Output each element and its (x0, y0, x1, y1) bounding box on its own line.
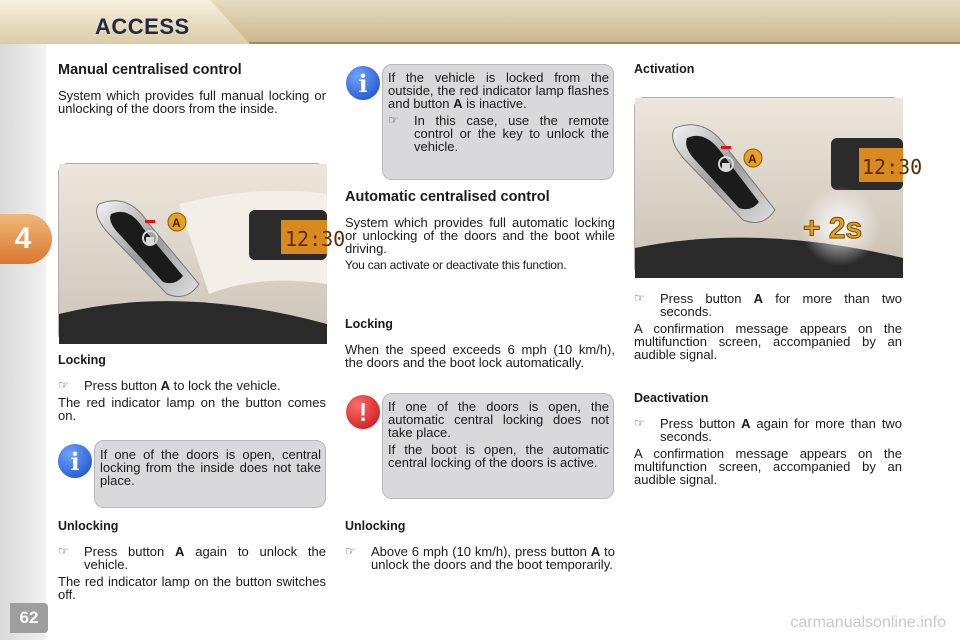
svg-text:A: A (172, 216, 181, 230)
manual-intro: System which provides full manual locking or unlocking of the doors from the inside. (58, 88, 326, 116)
hand-pointer-icon: ☞ (58, 378, 69, 392)
manual-locking-bullet: ☞ Press button A to lock the vehicle. (58, 378, 281, 393)
automatic-warning-text: If one of the doors is open, the automatic central locking does not take place. If the boot is open, the automatic central locking of the doors is active. (388, 399, 609, 470)
display-time: 12:30 (285, 227, 346, 251)
manual-unlocking-heading: Unlocking (58, 519, 119, 533)
automatic-intro: System which provides full automatic locking or unlocking of the doors and the boot while driving. (345, 215, 615, 256)
manual-unlocking (58, 520, 326, 601)
manual-unlocking-note: The red indicator lamp on the button switches off. (58, 574, 326, 602)
info-icon: i (58, 444, 92, 478)
watermark: carmanualsonline.info (790, 614, 946, 631)
hand-pointer-icon: ☞ (634, 291, 645, 305)
deactivation-note: A confirmation message appears on the multifunction screen, accompanied by an audible signal. (634, 446, 902, 487)
activation-section (634, 292, 902, 361)
activation-illustration (635, 98, 923, 278)
manual-locking-heading: Locking (58, 353, 106, 367)
display-time: 12:30 (862, 155, 923, 179)
hand-pointer-icon: ☞ (388, 113, 399, 127)
chapter-tab[interactable] (0, 214, 52, 264)
red-indicator-lamp (721, 146, 731, 149)
section-title: ACCESS (95, 14, 190, 39)
automatic-locking-heading: Locking (345, 317, 393, 331)
deactivation-bullet: ☞ Press button A again for more than two seconds. (634, 416, 902, 444)
manual-unlocking-bullet: ☞ Press button A again to unlock the vehicle. (58, 544, 326, 572)
two-seconds-badge: + 2s (803, 212, 863, 245)
door-button-photo (58, 163, 346, 343)
page-number: 62 (10, 603, 48, 633)
warning-icon: ! (346, 395, 380, 429)
manual-section (58, 64, 326, 115)
red-indicator-lamp (145, 220, 155, 223)
locked-outside-info-text: If the vehicle is locked from the outside, the red indicator lamp flashes and button A is inactive. ☞ In this case, use the remote control or the key to unlock the vehicle. (388, 70, 609, 154)
automatic-title: Automatic centralised control (345, 189, 550, 205)
hand-pointer-icon: ☞ (58, 544, 69, 558)
activation-heading-wrap (634, 63, 902, 76)
activation-note: A confirmation message appears on the multifunction screen, accompanied by an audible signal. (634, 321, 902, 362)
automatic-locking (345, 318, 615, 369)
chapter-number: 4 (14, 222, 32, 255)
manual-locking (58, 354, 326, 422)
automatic-locking-text: When the speed exceeds 6 mph (10 km/h), the doors and the boot lock automatically. (345, 342, 615, 370)
activation-bullet: ☞ Press button A for more than two seconds. (634, 291, 902, 319)
hand-pointer-icon: ☞ (634, 416, 645, 430)
svg-text:A: A (748, 152, 757, 166)
activation-photo (634, 97, 923, 277)
info-icon: i (346, 66, 380, 100)
hand-pointer-icon: ☞ (345, 544, 356, 558)
left-margin-strip (0, 44, 46, 640)
activation-heading: Activation (634, 62, 695, 76)
manual-locking-note: The red indicator lamp on the button comes on. (58, 395, 326, 423)
automatic-unlocking-bullet: ☞ Above 6 mph (10 km/h), press button A to unlock the doors and the boot temporarily. (345, 544, 615, 572)
deactivation-section (634, 392, 902, 486)
manual-info-text: If one of the doors is open, central locking from the inside does not take place. (100, 447, 321, 488)
automatic-intro-small: You can activate or deactivate this function. (345, 258, 567, 272)
deactivation-heading: Deactivation (634, 391, 709, 405)
door-button-illustration (59, 164, 346, 344)
automatic-section (345, 191, 615, 272)
automatic-unlocking-heading: Unlocking (345, 519, 406, 533)
automatic-unlocking (345, 520, 615, 571)
manual-title: Manual centralised control (58, 62, 242, 78)
